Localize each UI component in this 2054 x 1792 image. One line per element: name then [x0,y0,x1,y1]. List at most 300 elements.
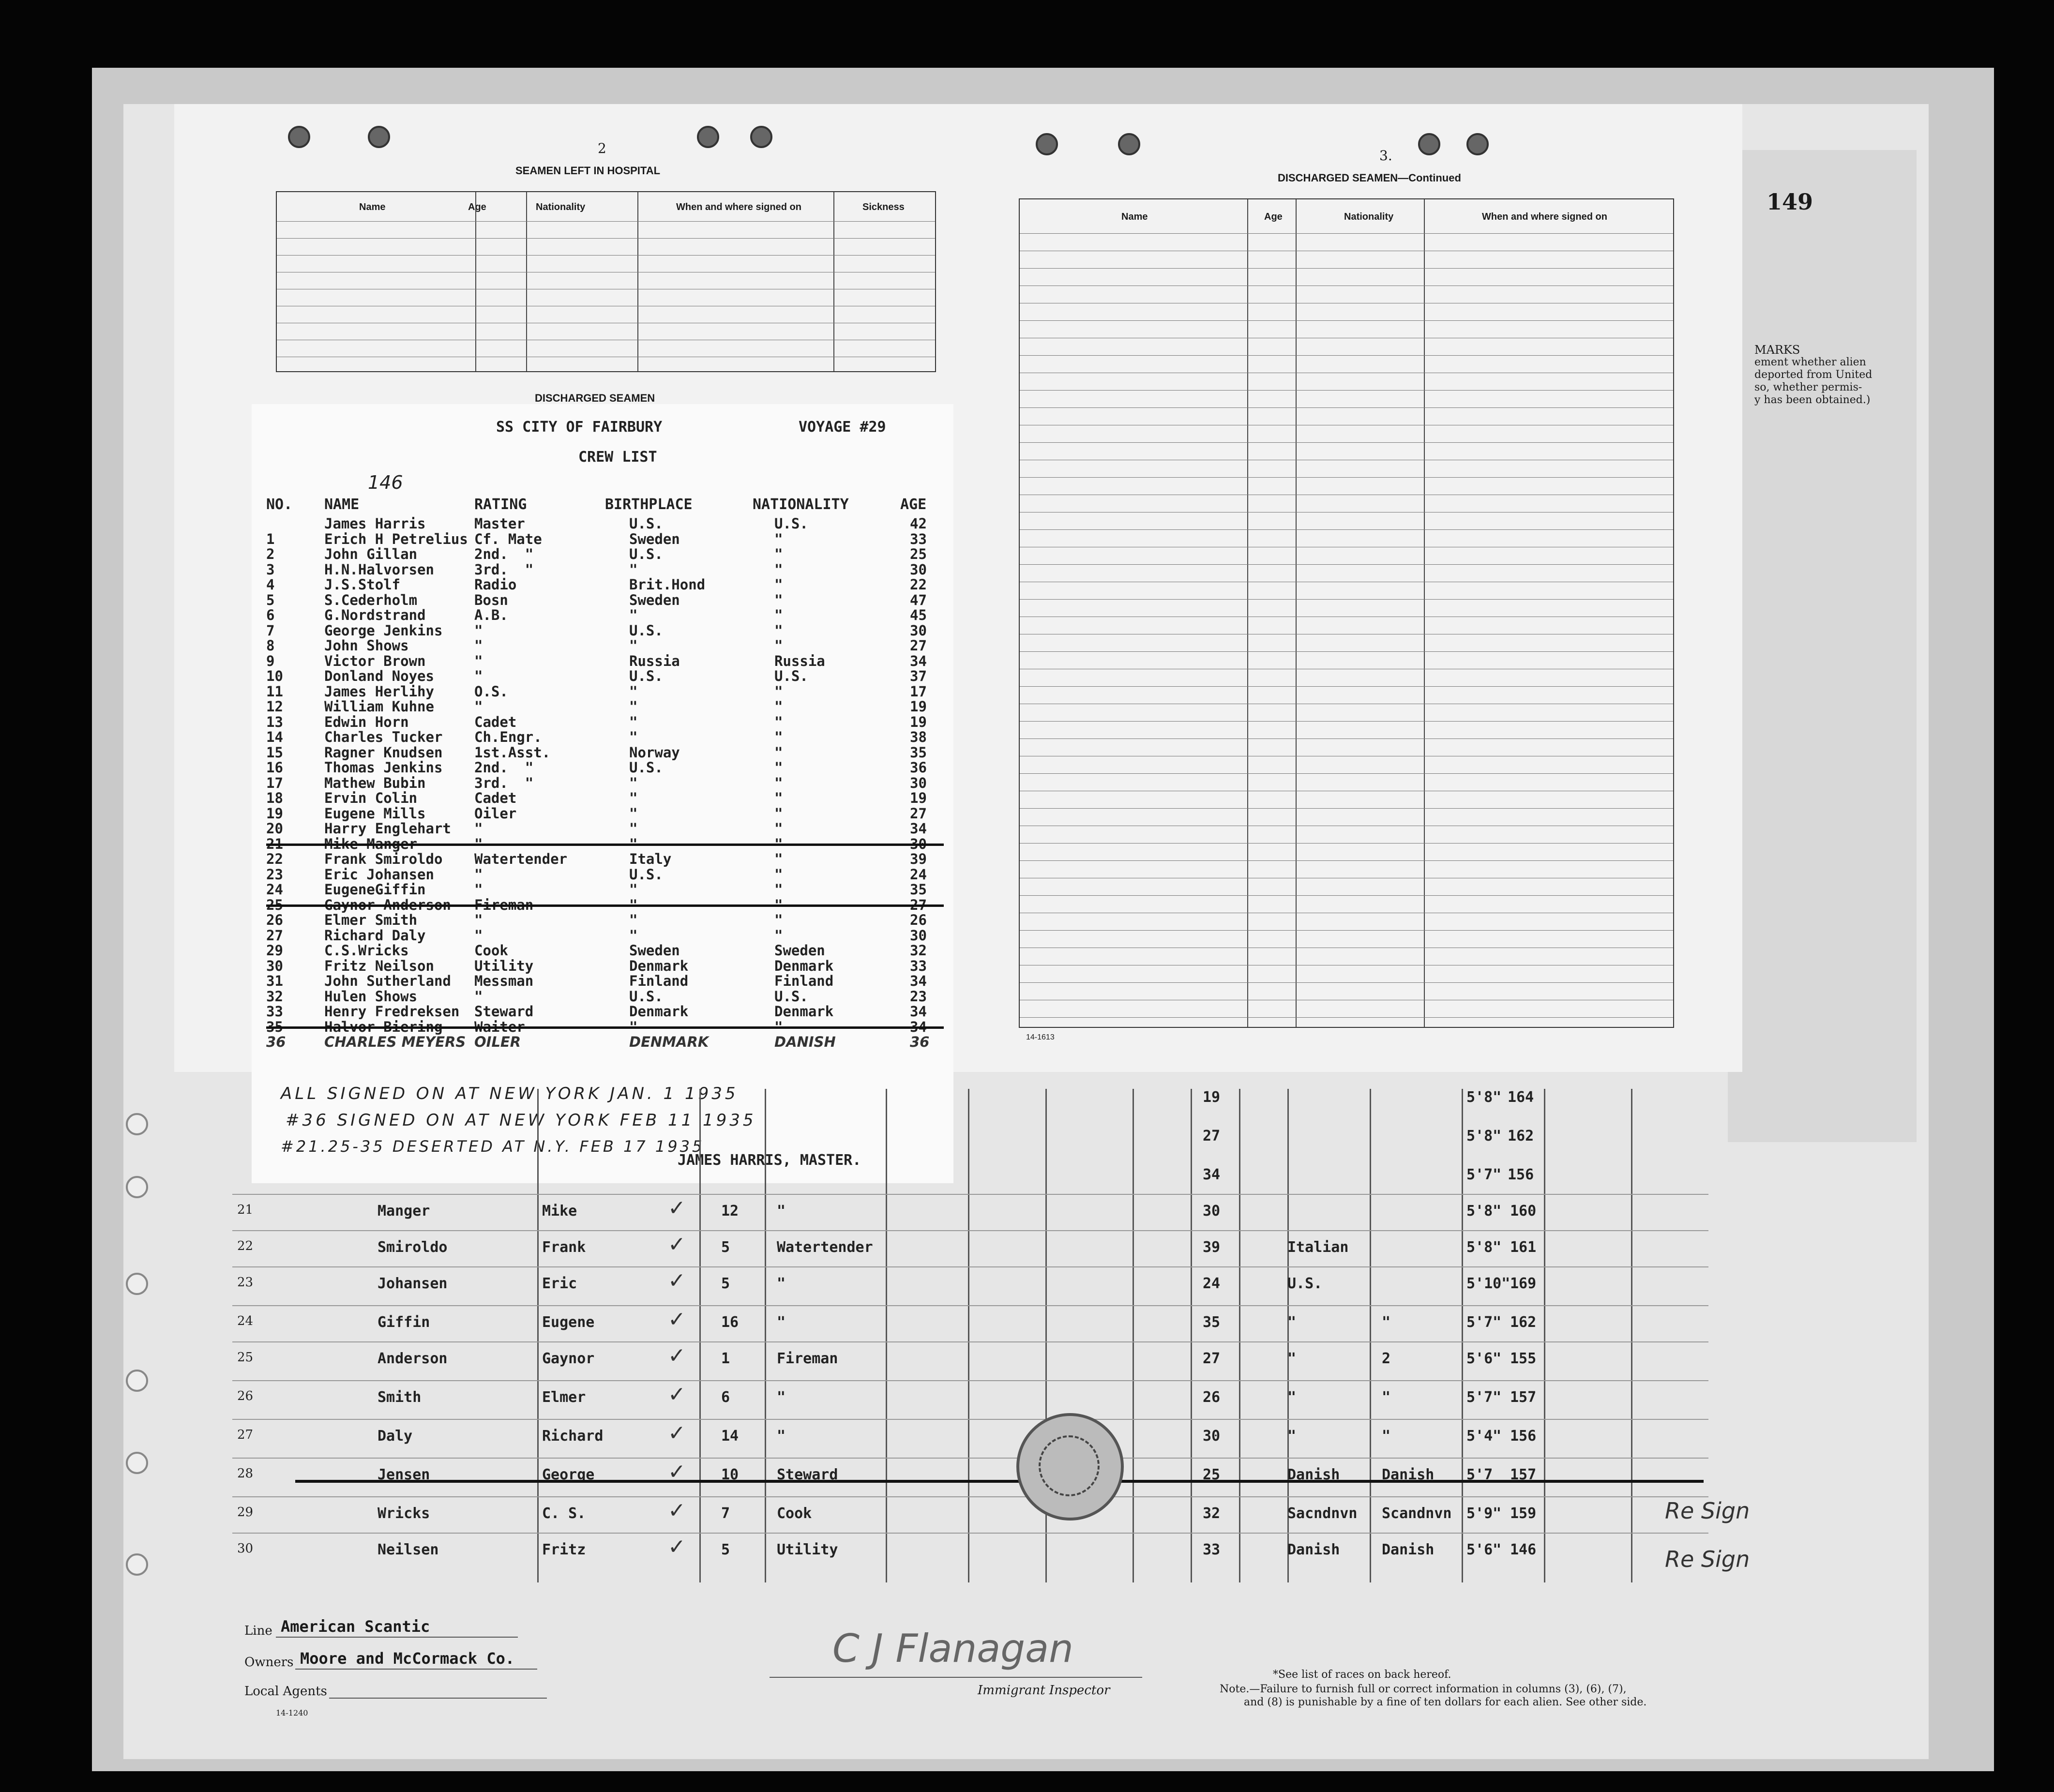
crew-name: Frank Smiroldo [324,851,443,867]
manifest-weight: 157 [1510,1466,1537,1483]
crew-name: EugeneGiffin [324,881,426,898]
manifest-rating: Cook [777,1505,812,1522]
check-mark-icon: ✓ [668,1268,686,1293]
crew-no: 22 [266,851,283,867]
crew-name: Hulen Shows [324,988,418,1005]
manifest-first: Elmer [542,1389,586,1406]
form-number: 14-1240 [276,1708,308,1717]
crew-no: 3 [266,561,275,578]
crew-name: H.N.Halvorsen [324,561,434,578]
manifest-num: 26 [237,1389,254,1403]
crew-age: 34 [910,1003,927,1020]
manifest-age: 33 [1203,1541,1221,1558]
manifest-race: Danish [1287,1466,1340,1483]
manifest-first: Richard [542,1428,604,1445]
crew-no: 27 [266,927,283,944]
crew-birth: " [629,774,638,791]
col-header: NATIONALITY [753,496,849,513]
crew-age: 45 [910,607,927,623]
manifest-first: Eugene [542,1314,595,1331]
manifest-weight: 155 [1510,1350,1537,1367]
binder-hole [1118,133,1140,155]
crew-no: 35 [266,1018,283,1035]
row-divider [232,1533,1708,1534]
row-divider [232,1305,1708,1306]
crew-nat: " [774,881,783,898]
crew-name: James Herlihy [324,683,434,700]
manifest-num: 22 [237,1239,254,1253]
row-divider [232,1380,1708,1381]
crew-no: 33 [266,1003,283,1020]
manifest-row [227,1232,1704,1268]
crew-rating: " [474,652,483,669]
field-rule [329,1698,547,1699]
crew-rating: Cf. Mate [474,530,542,547]
crew-name: Thomas Jenkins [324,759,443,776]
crew-rating: 2nd. " [474,546,534,562]
crew-name: Charles Tucker [324,729,443,745]
row-divider [232,1266,1708,1267]
crew-rating: 2nd. " [474,759,534,776]
crew-name: C.S.Wricks [324,942,409,959]
crew-no: 2 [266,546,275,562]
marks-note-line: so, whether permis- [1754,381,1862,393]
crew-nat: " [774,744,783,761]
crew-nat: Finland [774,973,834,989]
crew-nat: U.S. [774,988,808,1005]
crew-no: 20 [266,820,283,837]
crew-no: 7 [266,622,275,639]
crew-birth: U.S. [629,759,663,776]
crew-name: James Harris [324,515,426,532]
crew-age: 26 [910,912,927,928]
crew-nat: " [774,790,783,806]
crew-nat: " [774,546,783,562]
binder-hole [126,1273,148,1295]
crew-nat: " [774,912,783,928]
manifest-num: 24 [237,1314,254,1328]
crew-nat: Denmark [774,1003,834,1020]
crew-rating: Fireman [474,896,534,913]
penalty-note: and (8) is punishable by a fine of ten dollars for each alien. See other side. [1244,1696,1647,1708]
manifest-row [227,1196,1704,1232]
manifest-last: Smiroldo [378,1239,448,1256]
binder-hole [368,126,390,148]
ruled-line [1020,686,1673,687]
handwritten-note: ALL SIGNED ON AT NEW YORK JAN. 1 1935 [281,1084,739,1103]
manifest-first: Mike [542,1203,577,1220]
manifest-height: 5'10" [1466,1275,1510,1292]
crew-nat: " [774,774,783,791]
row-divider [232,1230,1708,1231]
manifest-row [227,1343,1704,1379]
crew-no: 8 [266,637,275,654]
manifest-yrs: 5 [721,1541,730,1558]
binder-hole [126,1553,148,1576]
manifest-weight: 160 [1510,1203,1537,1220]
form-number: 14-1613 [1026,1033,1055,1041]
manifest-nat: Danish [1382,1466,1435,1483]
col-header: When and where signed on [1482,211,1607,222]
crew-age: 47 [910,591,927,608]
row-divider [232,1419,1708,1420]
manifest-first: Gaynor [542,1350,595,1367]
manifest-yrs: 5 [721,1239,730,1256]
page-reference: 146 [368,472,403,493]
crew-nat: Denmark [774,957,834,974]
crew-age: 30 [910,774,927,791]
binder-hole [1418,133,1440,155]
crew-birth: U.S. [629,866,663,883]
form-page-right [997,104,1742,1072]
manifest-age: 19 [1203,1089,1221,1106]
manifest-row-partial [227,1166,1704,1195]
crew-birth: Italy [629,851,672,867]
manifest-race: " [1287,1389,1297,1406]
crew-name: J.S.Stolf [324,576,401,593]
manifest-weight: 162 [1508,1128,1534,1144]
inspector-signature: C J Flanagan [832,1626,1073,1671]
crew-age: 34 [910,973,927,989]
manifest-height: 5'7" [1466,1166,1502,1183]
manifest-height: 5'7" [1466,1314,1502,1331]
manifest-yrs: 12 [721,1203,739,1220]
crew-age: 23 [910,988,927,1005]
manifest-nat: " [1382,1389,1391,1406]
crew-birth: U.S. [629,988,663,1005]
ruled-line [1020,982,1673,983]
owners-label: Owners [244,1655,294,1670]
ruled-line [1020,268,1673,269]
crew-rating: " [474,637,483,654]
field-rule [295,1669,537,1670]
crew-rating: 3rd. " [474,774,534,791]
crew-birth: Russia [629,652,680,669]
ruled-line [1020,895,1673,896]
crew-nat: " [774,851,783,867]
manifest-age: 35 [1203,1314,1221,1331]
crew-rating: Bosn [474,591,508,608]
manifest-age: 26 [1203,1389,1221,1406]
crew-name: John Sutherland [324,973,451,989]
line-value: American Scantic [281,1617,430,1636]
ruled-line [1020,930,1673,931]
manifest-row-partial [227,1089,1704,1118]
crew-age: 19 [910,698,927,715]
manifest-last: Anderson [378,1350,448,1367]
signature-rule [770,1677,1142,1678]
crew-nat: " [774,805,783,822]
manifest-rating: " [777,1275,786,1292]
handwritten-side-note: Re Sign [1665,1498,1750,1524]
crew-rating: " [474,668,483,684]
check-mark-icon: ✓ [668,1498,686,1523]
manifest-rating: Watertender [777,1239,873,1256]
manifest-height: 5'9" [1466,1505,1502,1522]
manifest-num: 29 [237,1505,254,1520]
manifest-age: 32 [1203,1505,1221,1522]
manifest-row [227,1460,1704,1495]
manifest-race: U.S. [1287,1275,1323,1292]
manifest-yrs: 7 [721,1505,730,1522]
crew-age: 27 [910,805,927,822]
crew-birth: " [629,820,638,837]
crew-name: John Shows [324,637,409,654]
row-divider [232,1341,1708,1342]
ruled-line [1020,651,1673,652]
crew-no: 11 [266,683,283,700]
crew-no: 26 [266,912,283,928]
crew-name: William Kuhne [324,698,434,715]
manifest-height: 5'8" [1466,1128,1502,1144]
ruled-line [1020,738,1673,739]
check-mark-icon: ✓ [668,1343,686,1368]
crew-rating: 1st.Asst. [474,744,551,761]
crew-no: 5 [266,591,275,608]
manifest-race: Danish [1287,1541,1340,1558]
crew-nat: " [774,927,783,944]
crew-birth: " [629,713,638,730]
marks-column-header [1754,344,1872,407]
manifest-age: 39 [1203,1239,1221,1256]
crew-rating: " [474,820,483,837]
crew-age: 30 [910,561,927,578]
crew-age: 27 [910,896,927,913]
crew-birth: Denmark [629,957,689,974]
manifest-row [227,1307,1704,1343]
manifest-weight: 157 [1510,1389,1537,1406]
check-mark-icon: ✓ [668,1421,686,1446]
binder-hole [126,1370,148,1392]
manifest-weight: 156 [1508,1166,1534,1183]
check-mark-icon: ✓ [668,1460,686,1484]
crew-age: 27 [910,637,927,654]
crew-name: Donland Noyes [324,668,434,684]
crew-rating: Steward [474,1003,534,1020]
manifest-race: " [1287,1314,1297,1331]
crew-rating: " [474,912,483,928]
crew-nat: " [774,561,783,578]
manifest-height: 5'8" [1466,1203,1502,1220]
crew-nat: " [774,698,783,715]
ruled-line [1020,355,1673,356]
check-mark-icon: ✓ [668,1382,686,1407]
manifest-height: 5'6" [1466,1541,1502,1558]
manifest-last: Neilsen [378,1541,439,1558]
crew-age: 30 [910,835,927,852]
manifest-height: 5'6" [1466,1350,1502,1367]
manifest-nat: Scandnvn [1382,1505,1452,1522]
crew-name: Halvor Biering [324,1018,443,1035]
manifest-weight: 162 [1510,1314,1537,1331]
crew-name: Ervin Colin [324,790,418,806]
crew-no: 24 [266,881,283,898]
crew-birth: " [629,881,638,898]
ruled-line [1020,721,1673,722]
manifest-first: Frank [542,1239,586,1256]
crew-name: Victor Brown [324,652,426,669]
crew-name: Gaynor Anderson [324,896,451,913]
crew-no: 21 [266,835,283,852]
manifest-age: 34 [1203,1166,1221,1183]
discharged-title: DISCHARGED SEAMEN [535,392,655,404]
crew-nat: " [774,637,783,654]
crew-nat: DANISH [774,1034,836,1050]
crew-rating: A.B. [474,607,508,623]
manifest-num: 30 [237,1541,254,1556]
col-header: Name [1121,211,1148,222]
ruled-line [1020,599,1673,600]
manifest-last: Jensen [378,1466,430,1483]
crew-birth: U.S. [629,546,663,562]
crew-rating: Radio [474,576,517,593]
crew-name: G.Nordstrand [324,607,426,623]
manifest-last: Johansen [378,1275,448,1292]
crew-birth: Sweden [629,530,680,547]
crew-rating: Watertender [474,851,568,867]
crew-nat: " [774,607,783,623]
manifest-yrs: 16 [721,1314,739,1331]
crew-age: 33 [910,530,927,547]
manifest-age: 25 [1203,1466,1221,1483]
crew-rating: Master [474,515,525,532]
penalty-note: Note.—Failure to furnish full or correct information in columns (3), (6), (7), [1220,1683,1627,1695]
voyage-number: VOYAGE #29 [799,419,886,436]
master-signature: JAMES HARRIS, MASTER. [678,1152,861,1169]
crew-rating: Utility [474,957,534,974]
crew-birth: Norway [629,744,680,761]
crew-age: 35 [910,744,927,761]
ruled-line [1020,477,1673,478]
crew-age: 35 [910,881,927,898]
crew-nat: " [774,729,783,745]
manifest-weight: 161 [1510,1239,1537,1256]
crew-nat: Russia [774,652,825,669]
manifest-height: 5'8" [1466,1239,1502,1256]
crew-list-paper [252,404,953,1183]
crew-birth: " [629,1018,638,1035]
col-header: Nationality [1344,211,1394,222]
crew-nat: " [774,591,783,608]
binder-hole [1466,133,1489,155]
col-header: Age [468,202,486,212]
crew-age: 32 [910,942,927,959]
crew-rating: " [474,881,483,898]
manifest-rating: Utility [777,1541,838,1558]
col-header: NAME [324,496,360,513]
marks-note-line: deported from United [1754,369,1873,381]
crew-no: 13 [266,713,283,730]
owners-value: Moore and McCormack Co. [300,1649,515,1668]
manifest-row [227,1268,1704,1304]
manifest-race: Italian [1287,1239,1349,1256]
page-number: 2 [598,140,606,156]
check-mark-icon: ✓ [668,1196,686,1220]
manifest-weight: 156 [1510,1428,1537,1445]
manifest-num: 27 [237,1428,254,1442]
crew-no: 17 [266,774,283,791]
crew-nat: " [774,835,783,852]
col-header: Sickness [862,202,905,212]
crew-no: 10 [266,668,283,684]
manifest-rating: " [777,1428,786,1445]
manifest-yrs: 5 [721,1275,730,1292]
crew-birth: " [629,698,638,715]
official-stamp [1016,1413,1124,1521]
crew-name: Erich H Petrelius [324,530,468,547]
crew-age: 30 [910,622,927,639]
ruled-line [1020,442,1673,443]
row-divider [232,1194,1708,1195]
page-number-right: 149 [1767,189,1813,215]
handwritten-note: #36 SIGNED ON AT NEW YORK FEB 11 1935 [286,1111,756,1130]
crew-no: 14 [266,729,283,745]
crew-birth: " [629,637,638,654]
ruled-line [1020,529,1673,530]
crew-nat: " [774,820,783,837]
crew-age: 22 [910,576,927,593]
crew-age: 33 [910,957,927,974]
col-header: Nationality [536,202,586,212]
crew-no: 12 [266,698,283,715]
crew-no: 15 [266,744,283,761]
check-mark-icon: ✓ [668,1535,686,1559]
crew-no: 29 [266,942,283,959]
binder-hole [126,1176,148,1198]
col-header: Age [1264,211,1283,222]
crew-nat: " [774,896,783,913]
crew-no: 1 [266,530,275,547]
manifest-num: 28 [237,1466,254,1481]
crew-no: 32 [266,988,283,1005]
crew-rating: Cadet [474,790,517,806]
crew-birth: " [629,927,638,944]
manifest-rating: " [777,1203,786,1220]
manifest-height: 5'4" [1466,1428,1502,1445]
crew-rating: Oiler [474,805,517,822]
ruled-line [1020,564,1673,565]
crew-name: John Gillan [324,546,418,562]
manifest-weight: 169 [1510,1275,1537,1292]
hospital-title: SEAMEN LEFT IN HOSPITAL [515,165,661,177]
binder-hole [288,126,310,148]
crew-age: 24 [910,866,927,883]
manifest-first: Fritz [542,1541,586,1558]
crew-birth: U.S. [629,622,663,639]
crew-name: Mike Manger [324,835,418,852]
row-divider [232,1458,1708,1459]
local-agents-label: Local Agents [244,1684,327,1699]
crew-birth: " [629,805,638,822]
crew-no: 9 [266,652,275,669]
manifest-rating: Steward [777,1466,838,1483]
crew-age: 38 [910,729,927,745]
manifest-weight: 159 [1510,1505,1537,1522]
manifest-row [227,1382,1704,1418]
crew-birth: " [629,607,638,623]
crew-name: Harry Englehart [324,820,451,837]
row-divider [232,1496,1708,1497]
ruled-line [1020,1017,1673,1018]
manifest-first: George [542,1466,595,1483]
manifest-rating: " [777,1314,786,1331]
crew-age: 30 [910,927,927,944]
manifest-nat: " [1382,1314,1391,1331]
crew-nat: " [774,866,783,883]
crew-birth: " [629,835,638,852]
ruled-line [1020,390,1673,391]
ruled-line [1020,808,1673,809]
